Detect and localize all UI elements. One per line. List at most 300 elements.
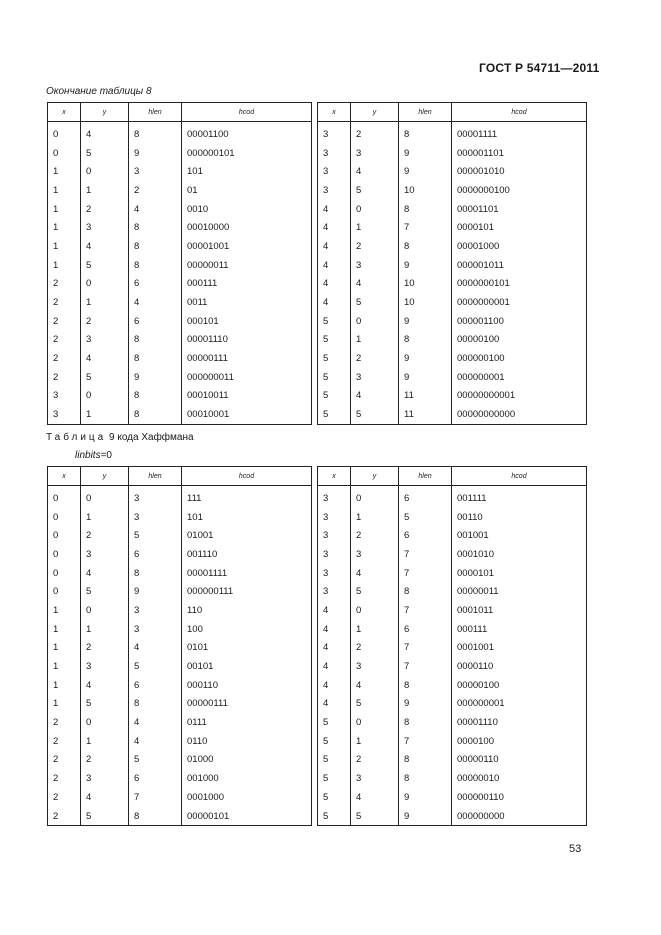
cell-y: 4 [81, 676, 129, 695]
cell-hcod: 000101 [182, 312, 312, 331]
cell-hcod: 0001011 [452, 601, 587, 620]
cell-hlen: 6 [399, 526, 452, 545]
cell-y: 1 [351, 218, 399, 237]
cell-x: 1 [48, 695, 81, 714]
cell-hcod: 100 [182, 620, 312, 639]
cell-hlen: 7 [399, 657, 452, 676]
cell-hcod: 0000000101 [452, 275, 587, 294]
cell-y: 5 [351, 582, 399, 601]
table-row [48, 713, 587, 732]
table-row [48, 639, 587, 658]
cell-hcod: 0000101 [452, 218, 587, 237]
cell-x: 3 [318, 526, 351, 545]
table-row [48, 564, 587, 583]
cell-y: 1 [81, 508, 129, 527]
cell-x: 4 [318, 601, 351, 620]
cell-y: 1 [81, 181, 129, 200]
cell-y: 5 [81, 368, 129, 387]
cell-x: 2 [48, 368, 81, 387]
cell-hlen: 3 [129, 601, 182, 620]
cell-y: 0 [351, 486, 399, 508]
table-9-caption-label: Таблица [46, 432, 107, 443]
col-header-x: x [318, 103, 351, 122]
table-row [48, 237, 587, 256]
cell-hlen: 6 [129, 312, 182, 331]
cell-x: 1 [48, 601, 81, 620]
cell-x: 1 [48, 200, 81, 219]
table-row [48, 256, 587, 275]
cell-hlen: 9 [129, 582, 182, 601]
cell-y: 3 [351, 368, 399, 387]
cell-x: 3 [318, 545, 351, 564]
cell-y: 5 [81, 582, 129, 601]
cell-x: 2 [48, 349, 81, 368]
table-row [48, 508, 587, 527]
col-header-x: x [318, 467, 351, 486]
table-row [48, 676, 587, 695]
cell-hcod: 00010001 [182, 405, 312, 424]
cell-hcod: 0000000001 [452, 293, 587, 312]
cell-y: 5 [351, 807, 399, 826]
cell-y: 4 [351, 275, 399, 294]
table-8-caption: Окончание таблицы 8 [46, 86, 152, 97]
table-row [48, 200, 587, 219]
cell-hlen: 9 [399, 807, 452, 826]
cell-x: 3 [318, 181, 351, 200]
cell-hcod: 00001110 [182, 331, 312, 350]
cell-y: 2 [351, 639, 399, 658]
huffman-table-8 [47, 102, 587, 425]
cell-y: 1 [81, 293, 129, 312]
cell-y: 5 [351, 405, 399, 424]
cell-hcod: 0111 [182, 713, 312, 732]
cell-hcod: 00000011 [182, 256, 312, 275]
cell-hcod: 00001100 [182, 122, 312, 144]
table-row [48, 788, 587, 807]
cell-hlen: 9 [399, 695, 452, 714]
cell-hlen: 8 [399, 769, 452, 788]
cell-hcod: 00000011 [452, 582, 587, 601]
cell-hcod: 000111 [182, 275, 312, 294]
cell-hlen: 8 [129, 122, 182, 144]
cell-hlen: 8 [129, 807, 182, 826]
cell-hlen: 7 [399, 639, 452, 658]
cell-hlen: 8 [399, 122, 452, 144]
cell-x: 5 [318, 349, 351, 368]
cell-hlen: 3 [129, 486, 182, 508]
cell-x: 3 [318, 564, 351, 583]
cell-hlen: 10 [399, 181, 452, 200]
cell-hlen: 7 [129, 788, 182, 807]
table-row [48, 387, 587, 406]
col-header-y: y [81, 103, 129, 122]
cell-hcod: 00010011 [182, 387, 312, 406]
cell-hlen: 8 [399, 751, 452, 770]
cell-y: 2 [351, 122, 399, 144]
cell-y: 5 [351, 695, 399, 714]
cell-x: 3 [318, 486, 351, 508]
cell-hlen: 4 [129, 200, 182, 219]
table-row [48, 486, 587, 508]
cell-hcod: 00001000 [452, 237, 587, 256]
cell-x: 2 [48, 275, 81, 294]
col-header-x: x [48, 103, 81, 122]
col-header-y: y [81, 467, 129, 486]
cell-hlen: 8 [129, 405, 182, 424]
cell-x: 2 [48, 312, 81, 331]
col-header-y: y [351, 467, 399, 486]
cell-hlen: 7 [399, 601, 452, 620]
table-row [48, 751, 587, 770]
cell-x: 5 [318, 387, 351, 406]
cell-y: 3 [351, 144, 399, 163]
cell-x: 0 [48, 122, 81, 144]
cell-hlen: 10 [399, 293, 452, 312]
cell-y: 3 [351, 769, 399, 788]
cell-hlen: 8 [399, 676, 452, 695]
cell-y: 4 [351, 162, 399, 181]
cell-x: 4 [318, 275, 351, 294]
cell-y: 2 [81, 200, 129, 219]
cell-x: 4 [318, 218, 351, 237]
col-header-hcod: hcod [452, 103, 587, 122]
cell-y: 0 [81, 162, 129, 181]
cell-y: 3 [81, 218, 129, 237]
cell-hlen: 8 [129, 331, 182, 350]
cell-hcod: 00101 [182, 657, 312, 676]
cell-y: 3 [81, 331, 129, 350]
cell-hlen: 4 [129, 639, 182, 658]
cell-hlen: 9 [399, 162, 452, 181]
cell-x: 1 [48, 162, 81, 181]
cell-hcod: 0000110 [452, 657, 587, 676]
cell-y: 1 [81, 732, 129, 751]
linbits-note [75, 450, 112, 461]
cell-x: 0 [48, 144, 81, 163]
cell-y: 0 [351, 312, 399, 331]
cell-hcod: 001110 [182, 545, 312, 564]
cell-x: 0 [48, 582, 81, 601]
cell-x: 5 [318, 769, 351, 788]
table-row [48, 312, 587, 331]
cell-y: 1 [351, 732, 399, 751]
col-header-hcod: hcod [182, 103, 312, 122]
cell-hcod: 00000000001 [452, 387, 587, 406]
cell-y: 4 [81, 564, 129, 583]
standard-header: ГОСТ Р 54711—2011 [479, 61, 600, 75]
table-row [48, 620, 587, 639]
cell-y: 2 [351, 349, 399, 368]
cell-y: 5 [81, 807, 129, 826]
cell-hlen: 8 [399, 713, 452, 732]
cell-hlen: 7 [399, 545, 452, 564]
table-row [48, 218, 587, 237]
cell-y: 2 [81, 526, 129, 545]
cell-hcod: 111 [182, 486, 312, 508]
table-row [48, 695, 587, 714]
cell-y: 4 [351, 788, 399, 807]
cell-hcod: 001001 [452, 526, 587, 545]
cell-y: 3 [351, 256, 399, 275]
table-8-header-row [48, 103, 587, 122]
cell-hlen: 7 [399, 732, 452, 751]
cell-hcod: 000001100 [452, 312, 587, 331]
cell-x: 3 [318, 162, 351, 181]
cell-x: 3 [318, 144, 351, 163]
col-header-hlen: hlen [399, 103, 452, 122]
cell-x: 0 [48, 545, 81, 564]
cell-x: 3 [318, 508, 351, 527]
cell-x: 1 [48, 639, 81, 658]
cell-x: 0 [48, 564, 81, 583]
cell-x: 1 [48, 218, 81, 237]
cell-y: 0 [81, 387, 129, 406]
cell-hlen: 9 [129, 144, 182, 163]
cell-y: 1 [351, 331, 399, 350]
cell-hcod: 0110 [182, 732, 312, 751]
cell-y: 5 [351, 181, 399, 200]
cell-hcod: 000001011 [452, 256, 587, 275]
cell-y: 3 [81, 545, 129, 564]
cell-hlen: 5 [129, 751, 182, 770]
table-row [48, 405, 587, 424]
cell-x: 4 [318, 620, 351, 639]
table-row [48, 293, 587, 312]
cell-x: 5 [318, 368, 351, 387]
cell-x: 2 [48, 769, 81, 788]
cell-y: 4 [81, 349, 129, 368]
cell-y: 5 [351, 293, 399, 312]
cell-hcod: 0001010 [452, 545, 587, 564]
cell-hcod: 0001000 [182, 788, 312, 807]
cell-hcod: 00000100 [452, 331, 587, 350]
cell-hcod: 0001001 [452, 639, 587, 658]
cell-y: 2 [351, 751, 399, 770]
cell-hcod: 00001110 [452, 713, 587, 732]
cell-y: 4 [81, 237, 129, 256]
cell-y: 1 [351, 620, 399, 639]
cell-hlen: 8 [129, 256, 182, 275]
cell-y: 0 [81, 486, 129, 508]
cell-hlen: 2 [129, 181, 182, 200]
cell-hlen: 5 [399, 508, 452, 527]
cell-x: 5 [318, 807, 351, 826]
table-row [48, 122, 587, 144]
cell-x: 1 [48, 256, 81, 275]
cell-hcod: 00000000000 [452, 405, 587, 424]
cell-hlen: 4 [129, 713, 182, 732]
cell-y: 3 [81, 769, 129, 788]
cell-x: 2 [48, 331, 81, 350]
cell-hcod: 000001010 [452, 162, 587, 181]
table-row [48, 368, 587, 387]
table-row [48, 601, 587, 620]
cell-y: 4 [81, 788, 129, 807]
cell-hlen: 9 [399, 144, 452, 163]
cell-y: 4 [351, 387, 399, 406]
cell-y: 0 [351, 200, 399, 219]
cell-y: 1 [81, 405, 129, 424]
cell-hcod: 000000100 [452, 349, 587, 368]
cell-y: 5 [81, 144, 129, 163]
cell-x: 4 [318, 293, 351, 312]
cell-hcod: 000110 [182, 676, 312, 695]
cell-hcod: 01001 [182, 526, 312, 545]
table-row [48, 807, 587, 826]
cell-x: 5 [318, 312, 351, 331]
cell-hcod: 000000011 [182, 368, 312, 387]
cell-x: 3 [48, 405, 81, 424]
table-row [48, 162, 587, 181]
cell-y: 2 [351, 526, 399, 545]
cell-x: 2 [48, 788, 81, 807]
cell-hcod: 0000101 [452, 564, 587, 583]
cell-hcod: 00000100 [452, 676, 587, 695]
cell-x: 2 [48, 732, 81, 751]
cell-hlen: 9 [399, 368, 452, 387]
cell-hlen: 9 [399, 349, 452, 368]
cell-y: 4 [351, 676, 399, 695]
table-row [48, 582, 587, 601]
cell-hlen: 7 [399, 218, 452, 237]
cell-hcod: 001000 [182, 769, 312, 788]
table-9-header-row [48, 467, 587, 486]
page-number: 53 [569, 843, 582, 855]
table-row [48, 144, 587, 163]
cell-hcod: 000000110 [452, 788, 587, 807]
cell-hlen: 5 [129, 657, 182, 676]
cell-hcod: 001111 [452, 486, 587, 508]
col-header-hcod: hcod [182, 467, 312, 486]
cell-x: 3 [48, 387, 81, 406]
cell-x: 1 [48, 237, 81, 256]
cell-x: 2 [48, 713, 81, 732]
cell-x: 2 [48, 807, 81, 826]
table-row [48, 769, 587, 788]
cell-hlen: 6 [129, 769, 182, 788]
cell-hcod: 0000100 [452, 732, 587, 751]
cell-hlen: 9 [399, 312, 452, 331]
cell-hlen: 8 [129, 564, 182, 583]
cell-x: 5 [318, 732, 351, 751]
cell-hcod: 000111 [452, 620, 587, 639]
cell-x: 4 [318, 639, 351, 658]
cell-x: 0 [48, 526, 81, 545]
cell-hcod: 0010 [182, 200, 312, 219]
cell-hcod: 0101 [182, 639, 312, 658]
cell-hlen: 6 [129, 676, 182, 695]
cell-hcod: 00010000 [182, 218, 312, 237]
cell-hcod: 00000101 [182, 807, 312, 826]
cell-hcod: 00000111 [182, 349, 312, 368]
cell-hlen: 8 [399, 582, 452, 601]
cell-hcod: 01000 [182, 751, 312, 770]
cell-hlen: 6 [129, 545, 182, 564]
cell-x: 1 [48, 676, 81, 695]
col-header-hlen: hlen [129, 467, 182, 486]
cell-x: 2 [48, 751, 81, 770]
cell-hcod: 000000101 [182, 144, 312, 163]
col-header-hlen: hlen [129, 103, 182, 122]
cell-hlen: 3 [129, 620, 182, 639]
cell-hlen: 4 [129, 732, 182, 751]
cell-hcod: 00001111 [182, 564, 312, 583]
cell-hcod: 000001101 [452, 144, 587, 163]
cell-y: 3 [351, 545, 399, 564]
table-row [48, 331, 587, 350]
table-9-caption-title: 9 кода Хаффмана [109, 432, 194, 443]
table-row [48, 732, 587, 751]
cell-x: 5 [318, 713, 351, 732]
cell-x: 5 [318, 788, 351, 807]
col-header-hlen: hlen [399, 467, 452, 486]
cell-x: 3 [318, 582, 351, 601]
linbits-value: =0 [100, 450, 112, 461]
cell-hcod: 01 [182, 181, 312, 200]
cell-hlen: 3 [129, 162, 182, 181]
cell-hcod: 0011 [182, 293, 312, 312]
cell-hlen: 9 [399, 788, 452, 807]
cell-x: 1 [48, 620, 81, 639]
cell-hlen: 11 [399, 405, 452, 424]
cell-hcod: 110 [182, 601, 312, 620]
cell-hlen: 8 [399, 200, 452, 219]
cell-x: 2 [48, 293, 81, 312]
table-9-caption [46, 432, 194, 443]
cell-x: 5 [318, 331, 351, 350]
cell-x: 4 [318, 695, 351, 714]
cell-hlen: 8 [399, 237, 452, 256]
cell-hlen: 7 [399, 564, 452, 583]
cell-y: 0 [81, 713, 129, 732]
cell-hlen: 8 [129, 695, 182, 714]
cell-x: 1 [48, 181, 81, 200]
cell-hlen: 5 [129, 526, 182, 545]
cell-x: 0 [48, 508, 81, 527]
cell-hlen: 9 [399, 256, 452, 275]
cell-x: 4 [318, 200, 351, 219]
cell-x: 4 [318, 657, 351, 676]
huffman-table-9 [47, 466, 587, 826]
cell-hcod: 0000000100 [452, 181, 587, 200]
cell-hcod: 000000001 [452, 695, 587, 714]
cell-hlen: 6 [129, 275, 182, 294]
cell-hlen: 3 [129, 508, 182, 527]
cell-hcod: 00000110 [452, 751, 587, 770]
table-row [48, 349, 587, 368]
cell-hlen: 8 [129, 237, 182, 256]
col-header-hcod: hcod [452, 467, 587, 486]
cell-hlen: 8 [399, 331, 452, 350]
cell-hlen: 4 [129, 293, 182, 312]
cell-hcod: 00001101 [452, 200, 587, 219]
cell-y: 5 [81, 256, 129, 275]
table-row [48, 275, 587, 294]
cell-x: 3 [318, 122, 351, 144]
cell-x: 5 [318, 751, 351, 770]
cell-x: 4 [318, 237, 351, 256]
cell-hlen: 10 [399, 275, 452, 294]
cell-hcod: 000000001 [452, 368, 587, 387]
col-header-x: x [48, 467, 81, 486]
cell-y: 3 [81, 657, 129, 676]
cell-hcod: 00001001 [182, 237, 312, 256]
cell-hlen: 6 [399, 486, 452, 508]
cell-y: 4 [351, 564, 399, 583]
cell-y: 5 [81, 695, 129, 714]
table-row [48, 657, 587, 676]
cell-hlen: 6 [399, 620, 452, 639]
